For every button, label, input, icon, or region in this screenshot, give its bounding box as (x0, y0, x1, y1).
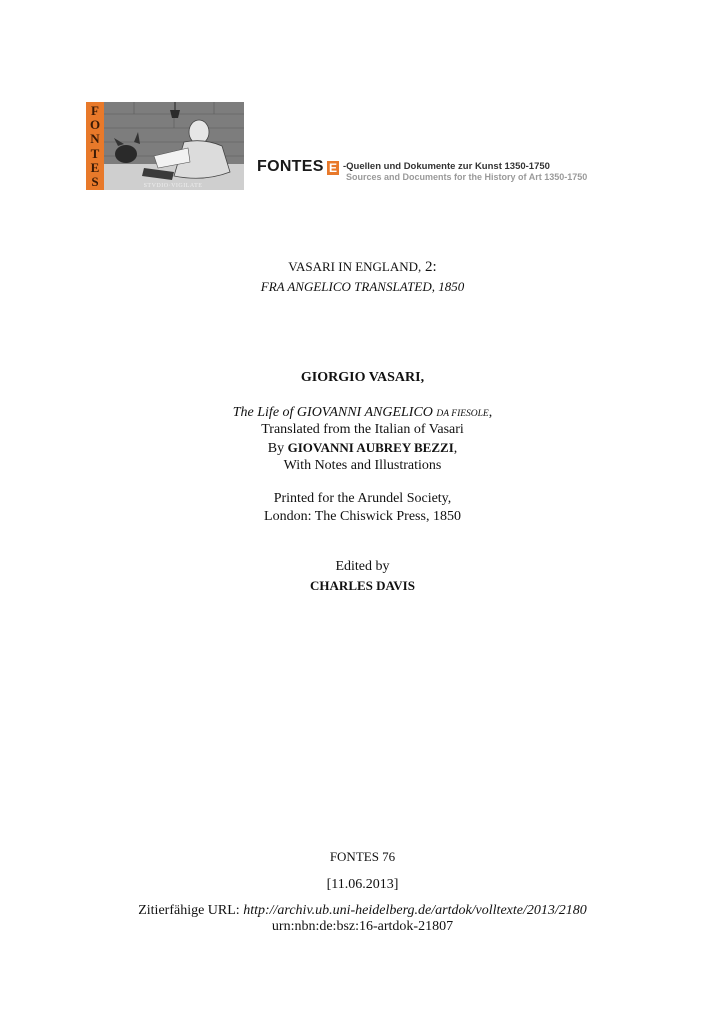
series-subtitle: FRA ANGELICO TRANSLATED, 1850 (260, 279, 465, 294)
e-mark-icon: E (328, 161, 337, 175)
series-number-footer: FONTES 76 (329, 849, 396, 864)
logo-letter: S (91, 174, 99, 190)
logo-letter: E (90, 159, 100, 175)
brand-tagline-en: Sources and Documents for the History of Art 1350-1750 (346, 172, 588, 182)
logo-motto: STVDIO·VIGILATE (143, 183, 203, 189)
translator-name: GIOVANNI AUBREY BEZZI (287, 440, 454, 455)
brand-name: FONTES (257, 158, 324, 175)
scholar-engraving-icon (104, 102, 244, 190)
work-title-suffix: , (488, 405, 493, 420)
series-title (0, 258, 725, 277)
logo-letter: F (91, 103, 99, 118)
work-title-small: DA FIESOLE (436, 409, 489, 419)
publication-date: [11.06.2013] (326, 877, 399, 892)
translator-prefix: By (267, 441, 288, 456)
editor-name: CHARLES DAVIS (310, 578, 415, 593)
series-title-main: VASARI IN ENGLAND (288, 259, 419, 274)
urn-line: urn:nbn:de:bsz:16-artdok-21807 (271, 919, 454, 934)
citation-url-label: Zitierfähige URL: (138, 903, 244, 918)
citation-url-link[interactable]: http://archiv.ub.uni-heidelberg.de/artdok/volltexte/2013/2180 (243, 903, 587, 918)
translator-line (0, 439, 725, 458)
author-name: GIORGIO VASARI, (300, 370, 425, 385)
printed-line-2: London: The Chiswick Press, 1850 (264, 509, 461, 524)
translator-suffix: , (453, 441, 458, 456)
series-number: 2: (421, 259, 437, 275)
brand-tagline-de: -Quellen und Dokumente zur Kunst 1350-1750 (343, 161, 550, 172)
fontes-logo-image (86, 102, 244, 190)
notes-line: With Notes and Illustrations (283, 458, 442, 473)
series-title-sep: , (418, 259, 422, 274)
logo-letter: T (90, 145, 100, 161)
translated-line: Translated from the Italian of Vasari (261, 422, 464, 437)
logo-letter: O (89, 117, 101, 133)
work-title-prefix: The Life of GIOVANNI ANGELICO (232, 405, 437, 420)
editor-label: Edited by (335, 559, 390, 574)
printed-line-1: Printed for the Arundel Society, (273, 491, 452, 506)
logo-vertical-letters (86, 104, 104, 189)
logo-letter: N (90, 131, 100, 147)
